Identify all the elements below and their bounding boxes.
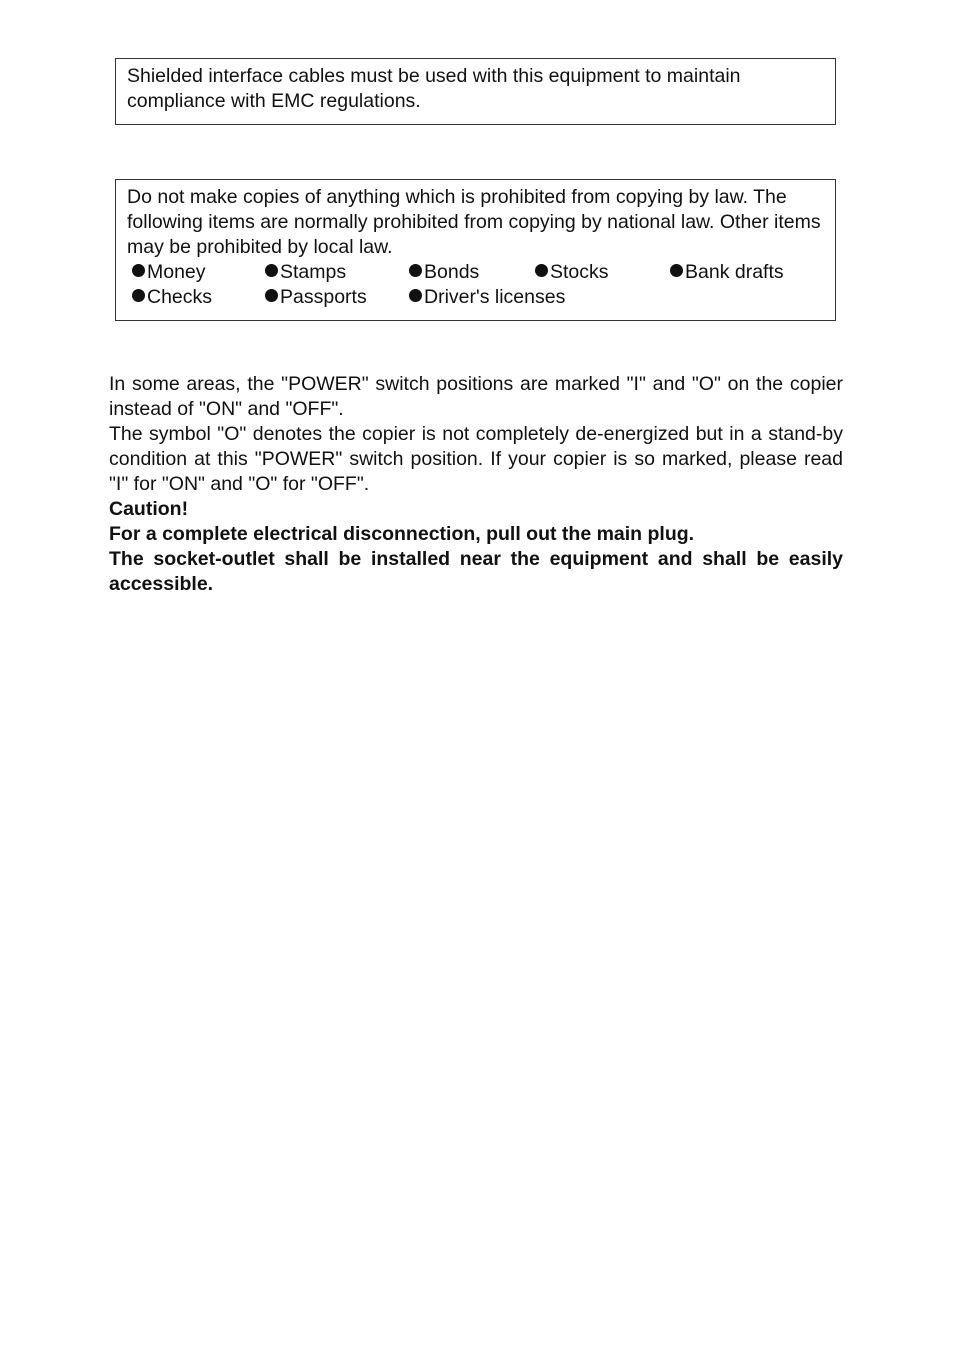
prohibited-items-row-2 (127, 285, 824, 310)
bullet-icon (132, 289, 145, 302)
caution-line-2: The socket-outlet shall be installed near the equipment and shall be easily accessible. (109, 548, 843, 595)
caution-line-1: For a complete electrical disconnection, pull out the main plug. (109, 523, 695, 545)
emc-notice-text: Shielded interface cables must be used with this equipment to maintain compliance with EMC regulations. (127, 65, 741, 112)
prohibited-item: Money (132, 260, 206, 285)
bullet-icon (409, 289, 422, 302)
prohibited-item: Stocks (535, 260, 609, 285)
power-paragraph-2: The symbol "O" denotes the copier is not completely de-energized but in a stand-by condition at this "POWER" switch position. If your copier is so marked, please read "I" for "ON" and "O" for "OFF". (109, 423, 843, 495)
prohibited-item: Driver's licenses (409, 285, 565, 310)
prohibited-item: Bank drafts (670, 260, 784, 285)
prohibited-items-row-1 (127, 260, 824, 285)
power-switch-section (109, 372, 843, 597)
prohibited-item: Checks (132, 285, 212, 310)
copy-law-notice-box (115, 179, 836, 321)
prohibited-item: Stamps (265, 260, 346, 285)
bullet-icon (265, 289, 278, 302)
bullet-icon (265, 264, 278, 277)
power-paragraph-1: In some areas, the "POWER" switch positions are marked "I" and "O" on the copier instead of "ON" and "OFF". (109, 373, 843, 420)
prohibited-item: Passports (265, 285, 367, 310)
copy-law-notice-text: Do not make copies of anything which is prohibited from copying by law. The following items are normally prohibited from copying by national law. Other items may be prohibited by local law. (127, 186, 821, 258)
emc-notice-box (115, 58, 836, 125)
bullet-icon (132, 264, 145, 277)
bullet-icon (535, 264, 548, 277)
bullet-icon (409, 264, 422, 277)
bullet-icon (670, 264, 683, 277)
prohibited-item: Bonds (409, 260, 479, 285)
caution-heading: Caution! (109, 498, 189, 520)
